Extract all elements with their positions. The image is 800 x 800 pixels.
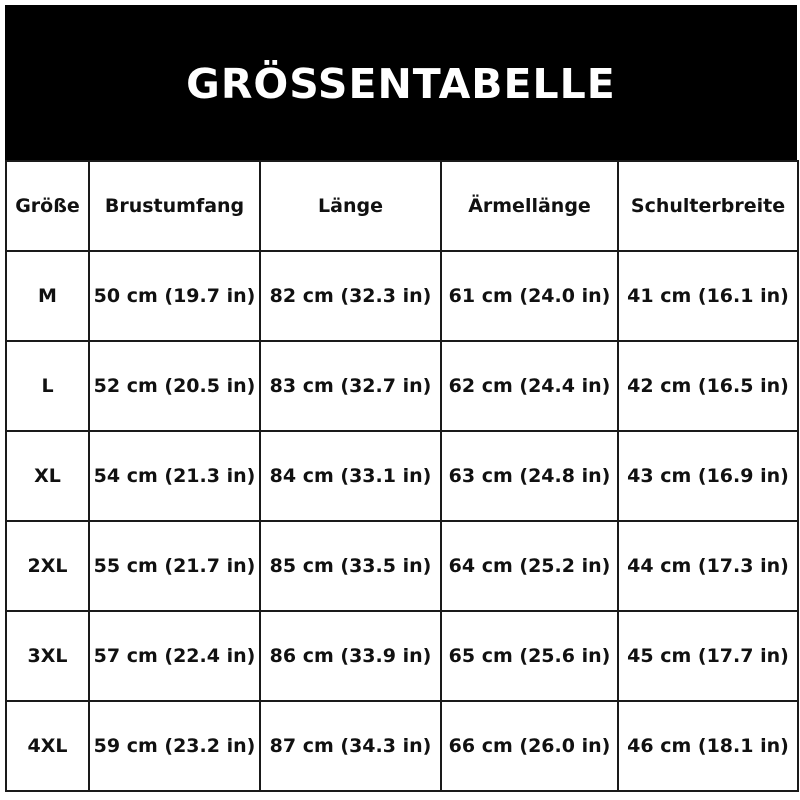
- table-row: [6, 521, 798, 611]
- column-header-laenge: Länge: [260, 161, 441, 251]
- aermellaenge-cell: 65 cm (25.6 in): [441, 611, 618, 701]
- schulterbreite-cell: 46 cm (18.1 in): [618, 701, 798, 791]
- aermellaenge-cell: 66 cm (26.0 in): [441, 701, 618, 791]
- brustumfang-cell: 55 cm (21.7 in): [89, 521, 260, 611]
- schulterbreite-cell: 41 cm (16.1 in): [618, 251, 798, 341]
- aermellaenge-cell: 64 cm (25.2 in): [441, 521, 618, 611]
- laenge-cell: 85 cm (33.5 in): [260, 521, 441, 611]
- brustumfang-cell: 54 cm (21.3 in): [89, 431, 260, 521]
- schulterbreite-cell: 42 cm (16.5 in): [618, 341, 798, 431]
- aermellaenge-cell: 62 cm (24.4 in): [441, 341, 618, 431]
- size-cell: 2XL: [6, 521, 89, 611]
- brustumfang-cell: 59 cm (23.2 in): [89, 701, 260, 791]
- table-row: [6, 701, 798, 791]
- table-row: [6, 251, 798, 341]
- schulterbreite-cell: 43 cm (16.9 in): [618, 431, 798, 521]
- schulterbreite-cell: 45 cm (17.7 in): [618, 611, 798, 701]
- page-title: GRÖSSENTABELLE: [186, 59, 616, 108]
- brustumfang-cell: 50 cm (19.7 in): [89, 251, 260, 341]
- table-row: [6, 611, 798, 701]
- table-row: [6, 431, 798, 521]
- column-header-schulterbreite: Schulterbreite: [618, 161, 798, 251]
- brustumfang-cell: 52 cm (20.5 in): [89, 341, 260, 431]
- table-row: [6, 341, 798, 431]
- size-cell: M: [6, 251, 89, 341]
- aermellaenge-cell: 61 cm (24.0 in): [441, 251, 618, 341]
- schulterbreite-cell: 44 cm (17.3 in): [618, 521, 798, 611]
- laenge-cell: 87 cm (34.3 in): [260, 701, 441, 791]
- laenge-cell: 84 cm (33.1 in): [260, 431, 441, 521]
- brustumfang-cell: 57 cm (22.4 in): [89, 611, 260, 701]
- header-banner: [5, 5, 797, 160]
- size-cell: L: [6, 341, 89, 431]
- size-table: [5, 160, 799, 792]
- table-header-row: [6, 161, 798, 251]
- size-cell: 4XL: [6, 701, 89, 791]
- laenge-cell: 83 cm (32.7 in): [260, 341, 441, 431]
- aermellaenge-cell: 63 cm (24.8 in): [441, 431, 618, 521]
- column-header-brustumfang: Brustumfang: [89, 161, 260, 251]
- laenge-cell: 82 cm (32.3 in): [260, 251, 441, 341]
- size-cell: 3XL: [6, 611, 89, 701]
- laenge-cell: 86 cm (33.9 in): [260, 611, 441, 701]
- column-header-aermellaenge: Ärmellänge: [441, 161, 618, 251]
- size-cell: XL: [6, 431, 89, 521]
- column-header-size: Größe: [6, 161, 89, 251]
